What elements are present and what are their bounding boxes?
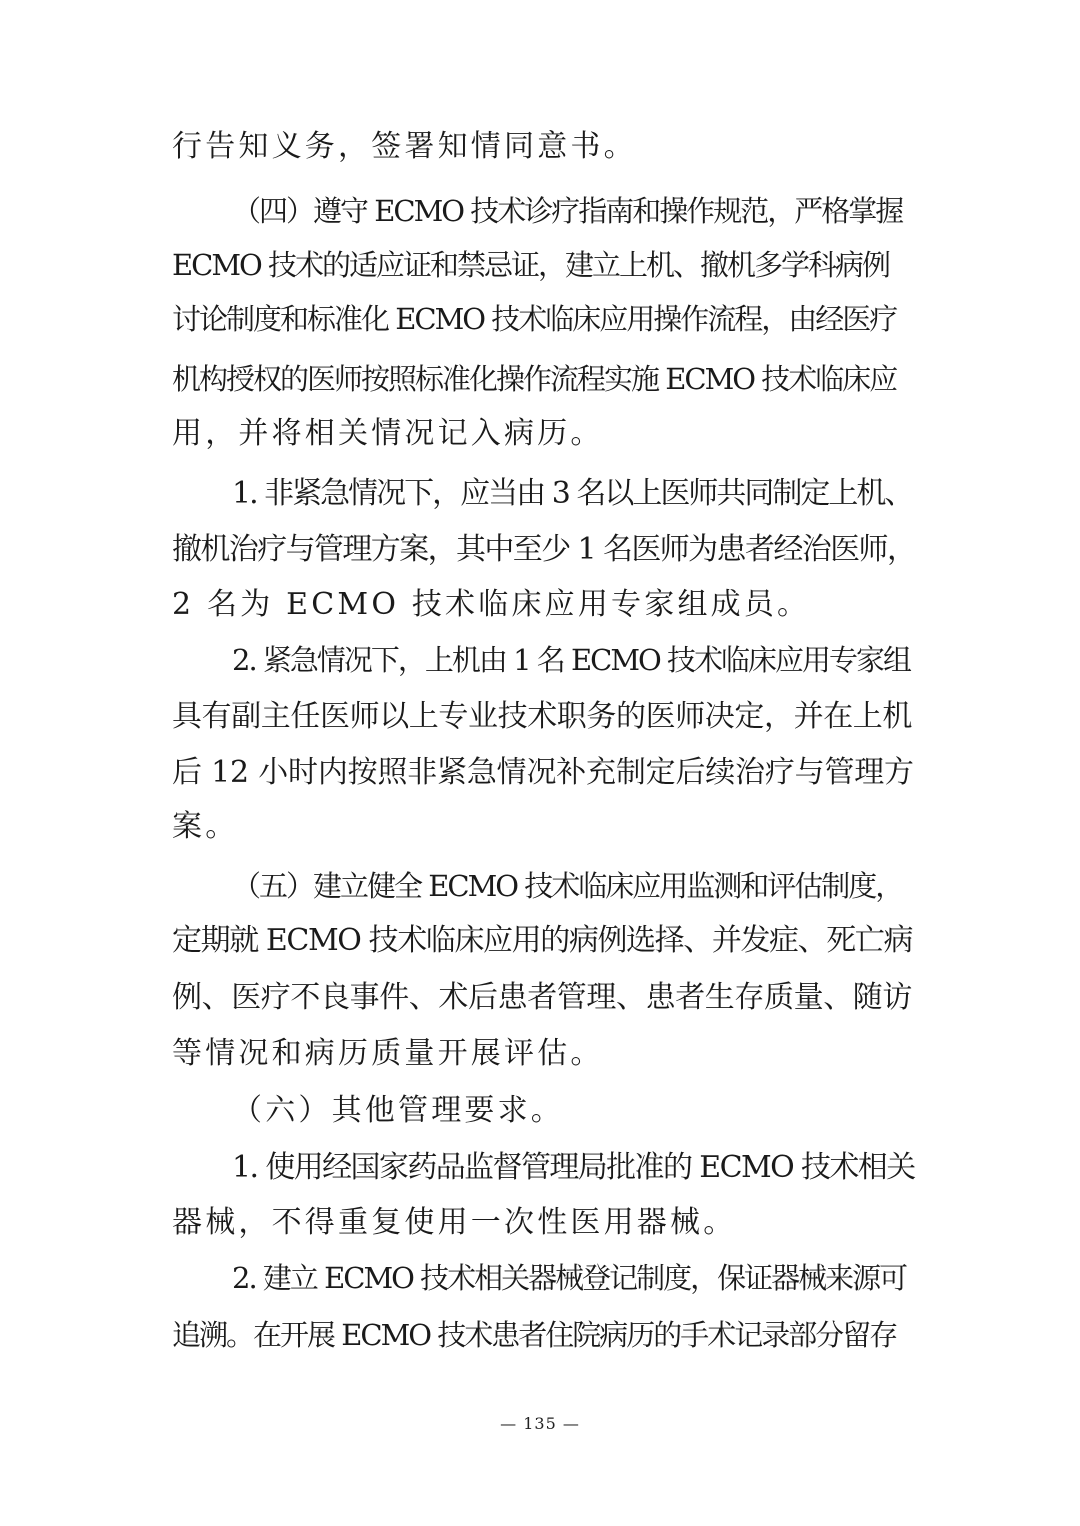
text-line-18: （六）其他管理要求。 — [232, 1093, 564, 1128]
text-line-16: 例、医疗不良事件、术后患者管理、患者生存质量、随访 — [172, 980, 912, 1015]
text-line-22: 追溯。在开展 ECMO 技术患者住院病历的手术记录部分留存 — [172, 1318, 897, 1352]
text-line-13: 案。 — [172, 809, 239, 844]
text-line-3: ECMO 技术的适应证和禁忌证，建立上机、撤机多学科病例 — [172, 248, 890, 282]
text-line-9: 2 名为 ECMO 技术临床应用专家组成员。 — [172, 587, 811, 622]
text-line-12: 后 12 小时内按照非紧急情况补充制定后续治疗与管理方 — [172, 755, 914, 790]
text-line-17: 等情况和病历质量开展评估。 — [172, 1036, 604, 1071]
text-line-5: 机构授权的医师按照标准化操作流程实施 ECMO 技术临床应 — [172, 362, 897, 396]
text-line-20: 器械，不得重复使用一次性医用器械。 — [172, 1205, 737, 1240]
text-line-2: （四）遵守 ECMO 技术诊疗指南和操作规范，严格掌握 — [232, 194, 903, 228]
text-line-19: 1. 使用经国家药品监督管理局批准的 ECMO 技术相关 — [232, 1150, 915, 1185]
page-number: — 135 — — [500, 1414, 580, 1433]
text-line-10: 2. 紧急情况下，上机由 1 名 ECMO 技术临床应用专家组 — [232, 643, 911, 677]
text-line-8: 撤机治疗与管理方案，其中至少 1 名医师为患者经治医师， — [172, 532, 916, 567]
text-line-15: 定期就 ECMO 技术临床应用的病例选择、并发症、死亡病 — [172, 923, 913, 958]
text-line-7: 1. 非紧急情况下，应当由 3 名以上医师共同制定上机、 — [232, 476, 913, 511]
text-line-14: （五）建立健全 ECMO 技术临床应用监测和评估制度， — [232, 869, 903, 903]
text-line-4: 讨论制度和标准化 ECMO 技术临床应用操作流程，由经医疗 — [172, 302, 897, 336]
text-line-1: 行告知义务，签署知情同意书。 — [172, 129, 637, 164]
text-line-11: 具有副主任医师以上专业技术职务的医师决定，并在上机 — [172, 699, 912, 734]
text-line-6: 用，并将相关情况记入病历。 — [172, 416, 604, 451]
text-line-21: 2. 建立 ECMO 技术相关器械登记制度，保证器械来源可 — [232, 1261, 907, 1295]
